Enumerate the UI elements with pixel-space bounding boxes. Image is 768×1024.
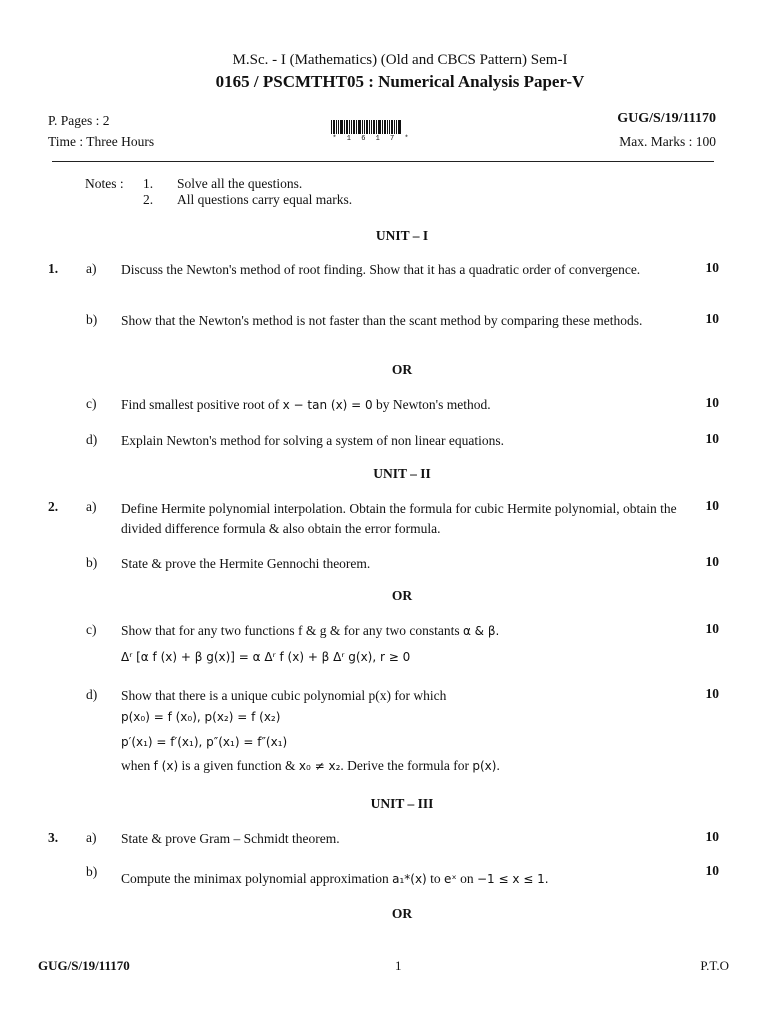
- math-condition: p(x₀) = f (x₀), p(x₂) = f (x₂): [121, 710, 281, 724]
- question-number: 3.: [48, 830, 59, 845]
- math-interval: −1 ≤ x ≤ 1.: [476, 872, 549, 886]
- notes-label: Notes :: [85, 176, 124, 191]
- question-text: Show that the Newton's method is not faster than the scant method by comparing these methods.: [121, 313, 643, 328]
- note-text: Solve all the questions.: [177, 176, 303, 191]
- subquestion-label: d): [86, 432, 98, 447]
- or-separator: OR: [391, 362, 413, 377]
- subquestion-label: c): [86, 622, 97, 637]
- marks: 10: [705, 498, 719, 513]
- question-text: State & prove Gram – Schmidt theorem.: [121, 831, 340, 846]
- question-text: Define Hermite polynomial interpolation. Obtain the formula for cubic Hermite polynomial, obtain the divided difference formula & also obtain the error formula.: [121, 501, 677, 536]
- unit-heading: UNIT – II: [373, 466, 431, 481]
- time-allowed: Time : Three Hours: [48, 134, 155, 149]
- marks: 10: [705, 863, 719, 878]
- text-on: on: [460, 871, 474, 886]
- marks: 10: [705, 260, 719, 275]
- question-text: Discuss the Newton's method of root finding. Show that it has a quadratic order of convergence.: [121, 262, 641, 277]
- course-title: M.Sc. - I (Mathematics) (Old and CBCS Pattern) Sem-I: [232, 52, 568, 68]
- marks: 10: [705, 686, 719, 701]
- or-separator: OR: [391, 588, 413, 603]
- barcode: [331, 120, 413, 142]
- text-derive: . Derive the formula for: [340, 758, 469, 773]
- barcode-number: * 1 6 1 7 *: [332, 135, 412, 143]
- math-constants: α & β.: [462, 624, 500, 638]
- question-text-pre: Find smallest positive root of: [121, 397, 280, 412]
- math-condition: p′(x₁) = f′(x₁), p″(x₁) = f″(x₁): [121, 735, 288, 749]
- marks: 10: [705, 829, 719, 844]
- question-text: [121, 870, 681, 888]
- footer-code: GUG/S/19/11170: [38, 958, 130, 973]
- math-expression: x − tan (x) = 0: [282, 398, 373, 412]
- marks: 10: [705, 554, 719, 569]
- math-px: p(x): [472, 759, 497, 773]
- question-text-main: Show that for any two functions f & g & for any two constants: [121, 623, 460, 638]
- max-marks: Max. Marks : 100: [619, 134, 716, 149]
- subquestion-label: a): [86, 499, 97, 514]
- marks: 10: [705, 311, 719, 326]
- subquestion-label: b): [86, 555, 98, 570]
- subquestion-label: a): [86, 830, 97, 845]
- marks: 10: [705, 621, 719, 636]
- question-text-pre: Compute the minimax polynomial approximation: [121, 871, 389, 886]
- subquestion-label: b): [86, 312, 98, 327]
- question-text: State & prove the Hermite Gennochi theorem.: [121, 556, 371, 571]
- barcode-bars: [331, 120, 413, 134]
- page-count: P. Pages : 2: [48, 113, 110, 128]
- question-number: 2.: [48, 499, 59, 514]
- header-divider: [52, 161, 714, 162]
- unit-heading: UNIT – I: [375, 228, 429, 243]
- math-exp: eˣ: [444, 872, 457, 886]
- subquestion-label: d): [86, 687, 98, 702]
- note-number: 2.: [143, 192, 154, 207]
- marks: 10: [705, 395, 719, 410]
- subquestion-label: a): [86, 261, 97, 276]
- question-text: Explain Newton's method for solving a system of non linear equations.: [121, 433, 504, 448]
- subquestion-label: c): [86, 396, 97, 411]
- page-number: 1: [395, 958, 402, 973]
- math-approx: a₁*(x): [392, 872, 427, 886]
- question-text-post: by Newton's method.: [376, 397, 491, 412]
- pto-label: P.T.O: [700, 958, 729, 973]
- unit-heading: UNIT – III: [370, 796, 434, 811]
- text-to: to: [430, 871, 441, 886]
- math-fx: f (x): [153, 759, 179, 773]
- question-text: when f (x) is a given function & x₀ ≠ x₂. Derive the formula for p(x).: [121, 758, 500, 773]
- subquestion-label: b): [86, 864, 98, 879]
- paper-code: GUG/S/19/11170: [617, 111, 716, 126]
- note-number: 1.: [143, 176, 154, 191]
- math-formula: Δʳ [α f (x) + β g(x)] = α Δʳ f (x) + β Δʳ g(x), r ≥ 0: [121, 650, 411, 664]
- math-inequality: x₀ ≠ x₂: [298, 759, 341, 773]
- or-separator: OR: [391, 906, 413, 921]
- note-text: All questions carry equal marks.: [177, 192, 353, 207]
- text-given: is a given function &: [181, 758, 296, 773]
- question-number: 1.: [48, 261, 59, 276]
- question-text: [121, 396, 681, 414]
- question-text: Show that there is a unique cubic polynomial p(x) for which: [121, 688, 447, 703]
- text-when: when: [121, 758, 151, 773]
- paper-title: 0165 / PSCMTHT05 : Numerical Analysis Paper-V: [215, 72, 585, 91]
- marks: 10: [705, 431, 719, 446]
- question-text: [121, 622, 681, 640]
